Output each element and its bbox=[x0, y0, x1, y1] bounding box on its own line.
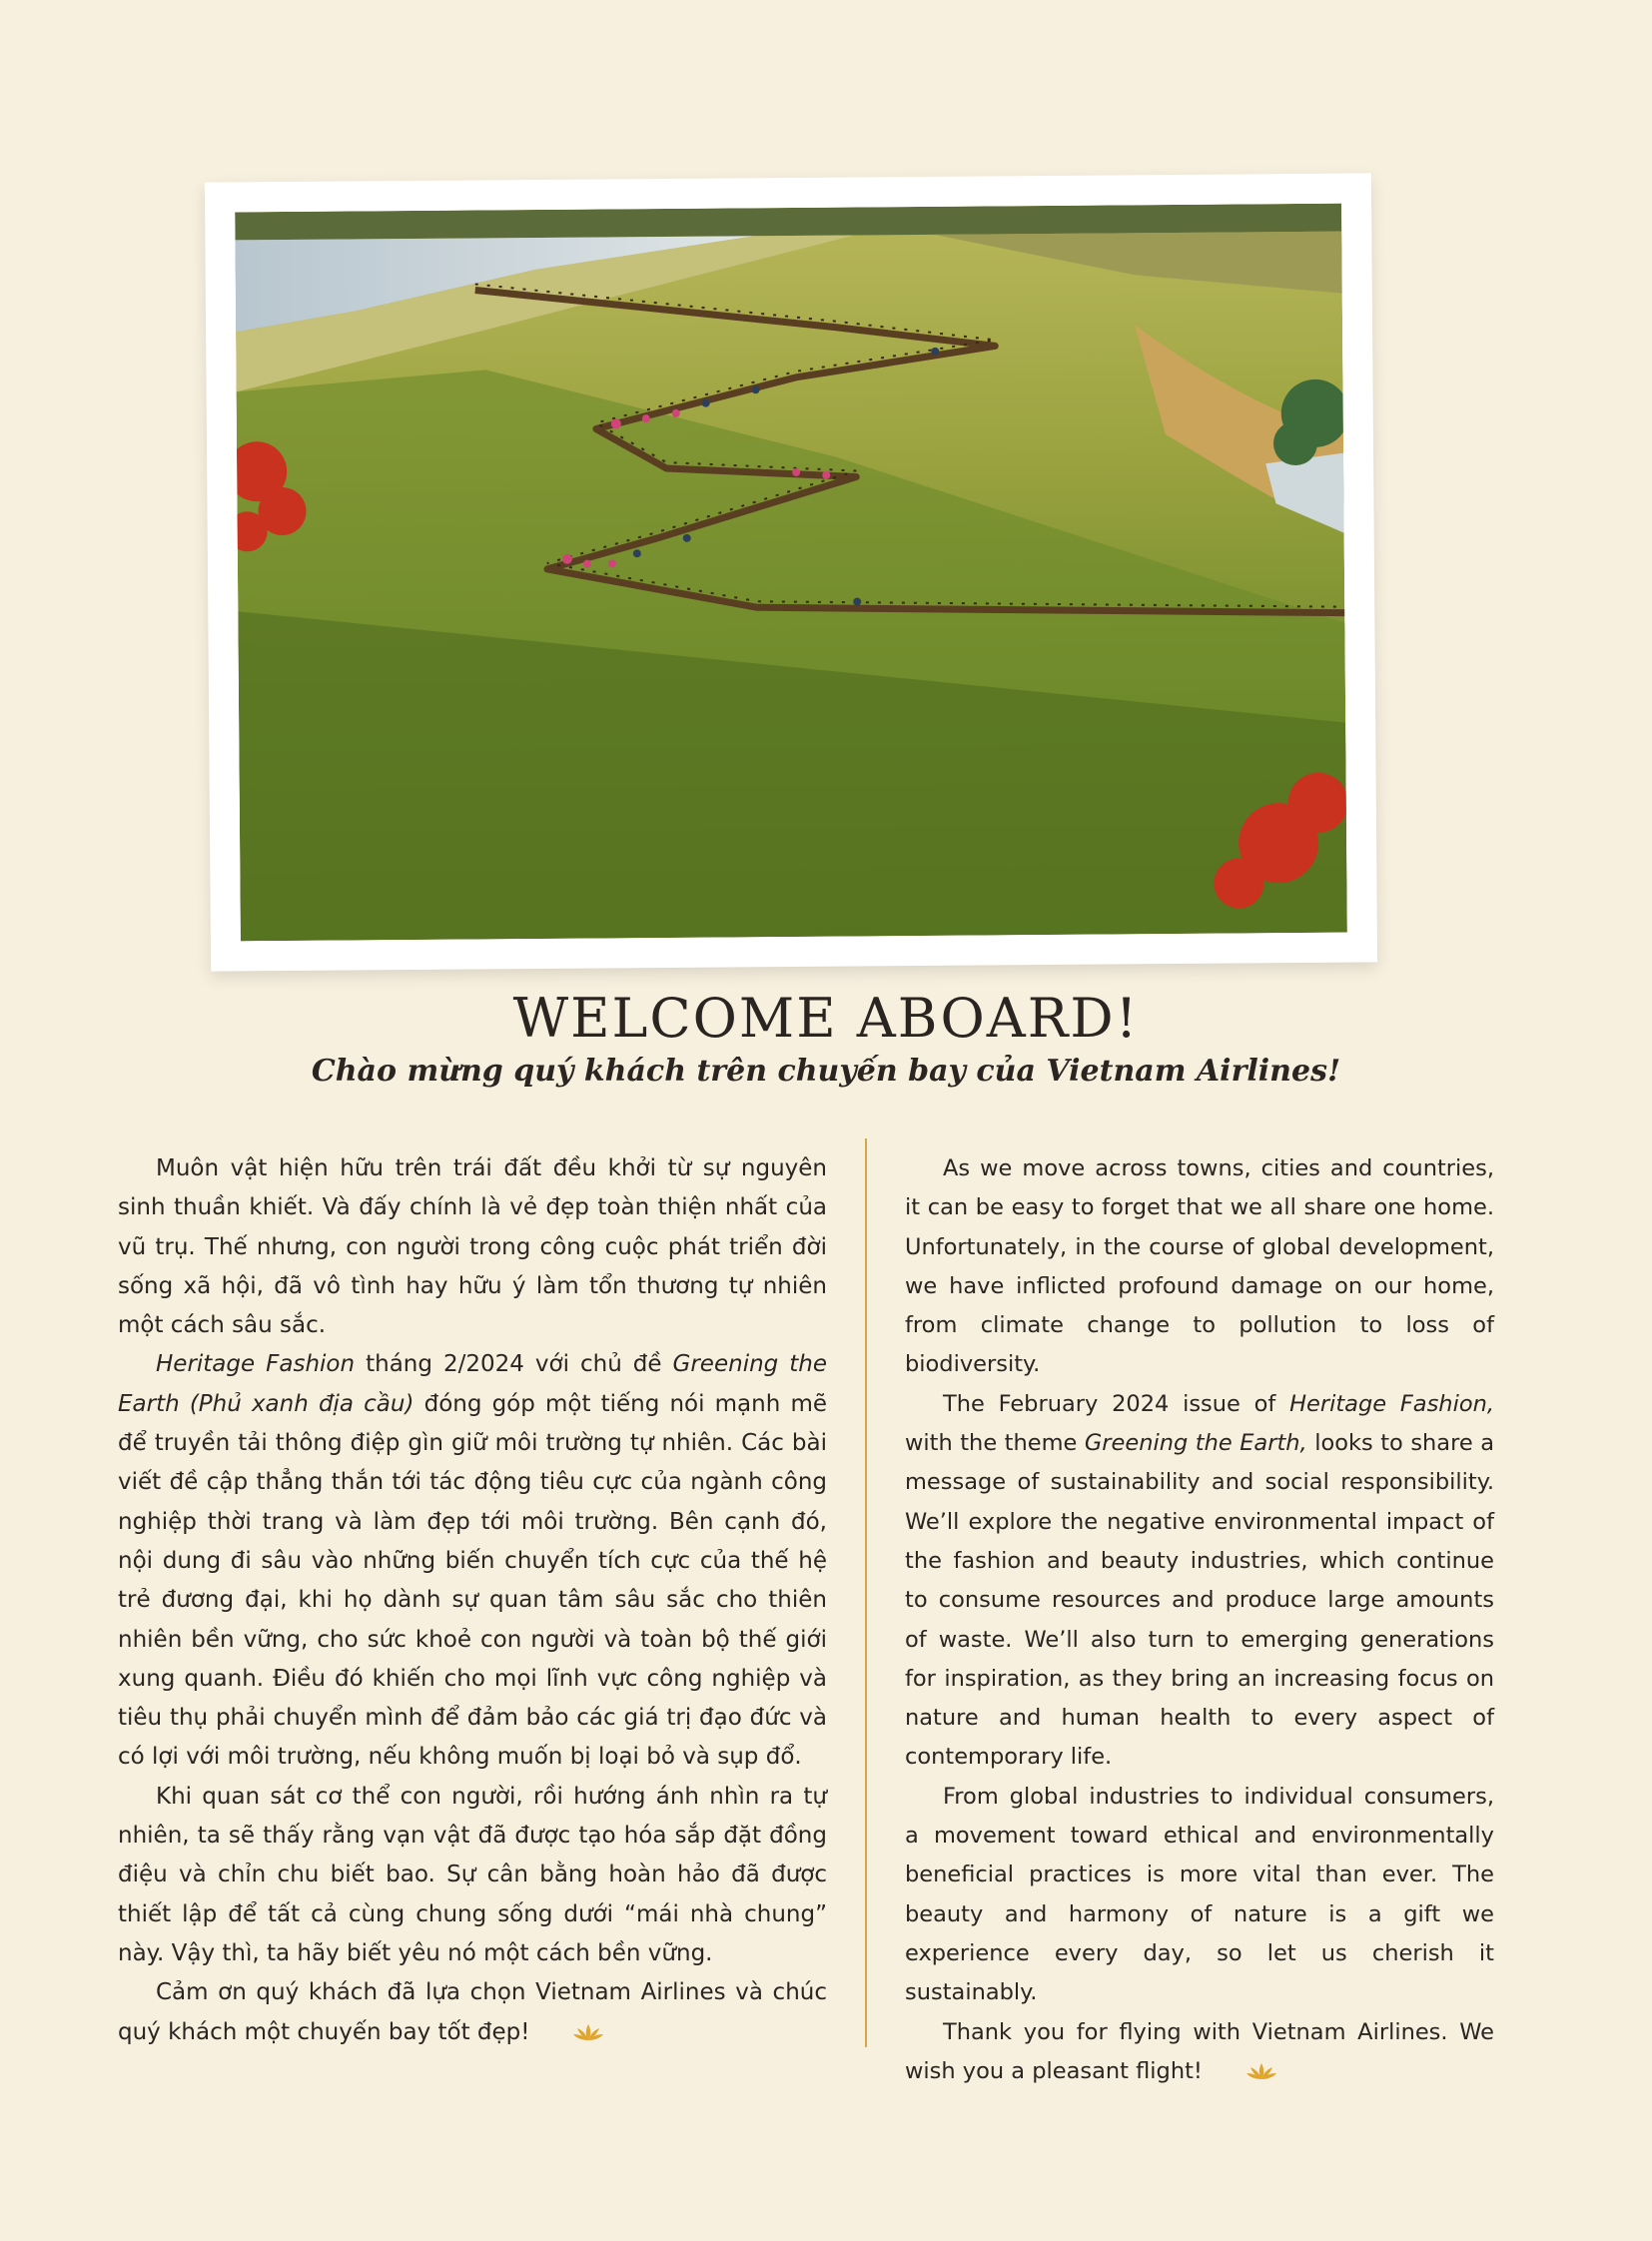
en-theme-title: Greening the Earth, bbox=[1084, 1430, 1307, 1457]
photo-frame bbox=[205, 173, 1377, 971]
vi-paragraph-2-text-b: đóng góp một tiếng nói mạnh mẽ để truyền tải thông điệp gìn giữ môi trường tự nhiên. Các bài viết đề cập thẳng thắn tới tác động tiêu cực của ngành công nghiệp thời trang và làm đẹp tới môi trường. Bên cạnh đó, nội dung đi sâu vào những biến chuyển tích cực của thế hệ trẻ đương đại, khi họ dành sự quan tâm sâu sắc cho thiên nhiên bền vững, cho sức khoẻ con người và toàn bộ thế giới xung quanh. Điều đó khiến cho mọi lĩnh vực công nghiệp và tiêu thụ phải chuyển mình để đảm bảo các giá trị đạo đức và có lợi với môi trường, nếu không muốn bị loại bỏ và sụp đổ. bbox=[118, 1390, 827, 1771]
vi-paragraph-4 bbox=[118, 1973, 827, 2055]
lotus-icon bbox=[535, 2016, 603, 2055]
en-paragraph-2 bbox=[905, 1385, 1494, 1778]
en-paragraph-2-text-b: with the theme bbox=[905, 1430, 1085, 1457]
wetland-boardwalk-photo bbox=[235, 204, 1347, 942]
vi-closing-text: Cảm ơn quý khách đã lựa chọn Vietnam Airlines và chúc quý khách một chuyến bay tốt đẹp! bbox=[118, 1979, 827, 2045]
vi-paragraph-2 bbox=[118, 1345, 827, 1777]
english-column bbox=[905, 1149, 1494, 2094]
en-magazine-title: Heritage Fashion, bbox=[1289, 1390, 1494, 1417]
en-paragraph-1: As we move across towns, cities and countries, it can be easy to forget that we all share one home. Unfortunately, in the course of global development, we have inflicted profound damage on our home, from climate change to pollution to loss of biodiversity. bbox=[905, 1155, 1494, 1378]
vi-paragraph-3: Khi quan sát cơ thể con người, rồi hướng ánh nhìn ra tự nhiên, ta sẽ thấy rằng vạn vật đã được tạo hóa sắp đặt đồng điệu và chỉn chu biết bao. Sự cân bằng hoàn hảo đã được thiết lập để tất cả cùng chung sống dưới “mái nhà chung” này. Vậy thì, ta hãy biết yêu nó một cách bền vững. bbox=[118, 1783, 827, 1966]
en-paragraph-3: From global industries to individual consumers, a movement toward ethical and environmentally beneficial practices is more vital than ever. The beauty and harmony of nature is a gift we experience every day, so let us cherish it sustainably. bbox=[905, 1783, 1494, 2006]
column-divider bbox=[865, 1138, 867, 2047]
en-closing-text: Thank you for flying with Vietnam Airlines. We wish you a pleasant flight! bbox=[905, 2018, 1494, 2084]
vi-magazine-title: Heritage Fashion bbox=[156, 1351, 356, 1378]
en-paragraph-2-text-c: looks to share a message of sustainability and social responsibility. We’ll explore the negative environmental impact of the fashion and beauty industries, which continue to consume resources and produce large amounts of waste. We’ll also turn to emerging generations for inspiration, as they bring an increasing focus on nature and human health to every aspect of contemporary life. bbox=[905, 1430, 1494, 1771]
vi-theme-title: Greening the Earth (Phủ xanh địa cầu) bbox=[118, 1351, 828, 1417]
vi-paragraph-2-text-a: tháng 2/2024 với chủ đề bbox=[355, 1351, 673, 1378]
vi-paragraph-1: Muôn vật hiện hữu trên trái đất đều khởi từ sự nguyên sinh thuần khiết. Và đấy chính là vẻ đẹp toàn thiện nhất của vũ trụ. Thế nhưng, con người trong công cuộc phát triển đời sống xã hội, đã vô tình hay hữu ý làm tổn thương tự nhiên một cách sâu sắc. bbox=[118, 1155, 827, 1339]
en-paragraph-4 bbox=[905, 2013, 1494, 2095]
page-subtitle: Chào mừng quý khách trên chuyến bay của Vietnam Airlines! bbox=[311, 1054, 1341, 1089]
lotus-icon bbox=[1209, 2055, 1276, 2094]
vietnamese-column bbox=[118, 1149, 827, 2055]
en-paragraph-2-text-a: The February 2024 issue of bbox=[943, 1390, 1290, 1417]
page-title: WELCOME ABOARD! bbox=[512, 987, 1140, 1050]
